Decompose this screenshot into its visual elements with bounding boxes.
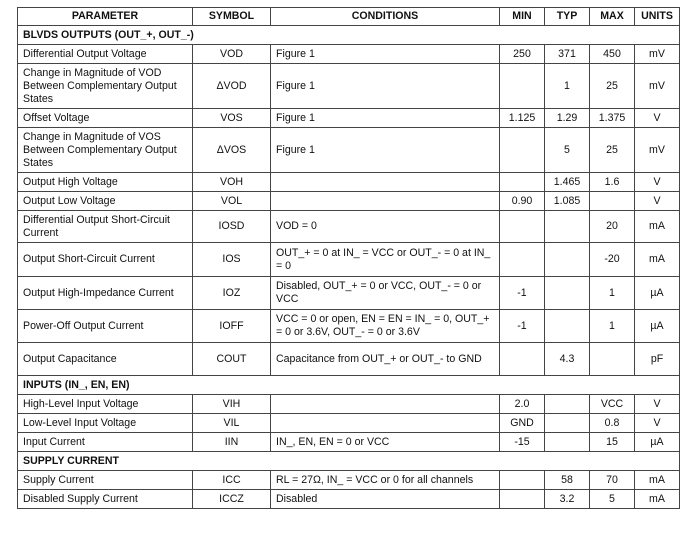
- header-typ: TYP: [545, 8, 590, 26]
- cell-max: 20: [590, 211, 635, 243]
- cell-typ: [545, 433, 590, 452]
- table-row: [18, 490, 680, 509]
- cell-max: 1.6: [590, 173, 635, 192]
- table-row: [18, 173, 680, 192]
- cell-parameter: Output Short-Circuit Current: [18, 243, 193, 277]
- cell-typ: 371: [545, 45, 590, 64]
- cell-units: µA: [635, 433, 680, 452]
- cell-typ: [545, 395, 590, 414]
- cell-symbol: VIH: [193, 395, 271, 414]
- cell-min: [500, 128, 545, 173]
- cell-typ: [545, 243, 590, 277]
- cell-conditions: [271, 414, 500, 433]
- cell-min: GND: [500, 414, 545, 433]
- cell-symbol: VOL: [193, 192, 271, 211]
- cell-conditions: VCC = 0 or open, EN = EN = IN_ = 0, OUT_+ = 0 or 3.6V, OUT_- = 0 or 3.6V: [271, 310, 500, 343]
- cell-max: 1: [590, 310, 635, 343]
- cell-units: mA: [635, 243, 680, 277]
- table-row: [18, 243, 680, 277]
- cell-conditions: [271, 395, 500, 414]
- cell-units: mV: [635, 128, 680, 173]
- cell-max: [590, 343, 635, 376]
- cell-parameter: Offset Voltage: [18, 109, 193, 128]
- cell-symbol: IOFF: [193, 310, 271, 343]
- cell-units: mV: [635, 45, 680, 64]
- header-min: MIN: [500, 8, 545, 26]
- cell-symbol: IOZ: [193, 277, 271, 310]
- cell-max: 5: [590, 490, 635, 509]
- cell-parameter: Output Capacitance: [18, 343, 193, 376]
- cell-typ: [545, 277, 590, 310]
- section-title-blvds: BLVDS OUTPUTS (OUT_+, OUT_-): [18, 26, 680, 45]
- table-row: [18, 109, 680, 128]
- cell-parameter: Supply Current: [18, 471, 193, 490]
- cell-min: [500, 173, 545, 192]
- cell-min: 1.125: [500, 109, 545, 128]
- cell-units: pF: [635, 343, 680, 376]
- cell-symbol: VOD: [193, 45, 271, 64]
- cell-typ: 1.29: [545, 109, 590, 128]
- cell-conditions: Disabled, OUT_+ = 0 or VCC, OUT_- = 0 or VCC: [271, 277, 500, 310]
- section-row-supply: [18, 452, 680, 471]
- cell-min: -15: [500, 433, 545, 452]
- cell-units: µA: [635, 310, 680, 343]
- cell-typ: [545, 310, 590, 343]
- cell-units: V: [635, 395, 680, 414]
- cell-conditions: Figure 1: [271, 109, 500, 128]
- cell-conditions: [271, 173, 500, 192]
- cell-typ: 1.465: [545, 173, 590, 192]
- cell-min: 2.0: [500, 395, 545, 414]
- cell-conditions: Figure 1: [271, 45, 500, 64]
- cell-max: -20: [590, 243, 635, 277]
- table-row: [18, 395, 680, 414]
- cell-parameter: Low-Level Input Voltage: [18, 414, 193, 433]
- cell-parameter: Input Current: [18, 433, 193, 452]
- cell-max: VCC: [590, 395, 635, 414]
- cell-conditions: OUT_+ = 0 at IN_ = VCC or OUT_- = 0 at IN_ = 0: [271, 243, 500, 277]
- table-row: [18, 310, 680, 343]
- cell-min: 250: [500, 45, 545, 64]
- cell-units: mA: [635, 471, 680, 490]
- cell-conditions: Figure 1: [271, 128, 500, 173]
- cell-conditions: VOD = 0: [271, 211, 500, 243]
- cell-symbol: ICCZ: [193, 490, 271, 509]
- header-symbol: SYMBOL: [193, 8, 271, 26]
- cell-symbol: VOH: [193, 173, 271, 192]
- cell-conditions: Disabled: [271, 490, 500, 509]
- header-max: MAX: [590, 8, 635, 26]
- cell-parameter: Disabled Supply Current: [18, 490, 193, 509]
- cell-min: [500, 343, 545, 376]
- cell-max: 1.375: [590, 109, 635, 128]
- section-row-inputs: [18, 376, 680, 395]
- cell-units: mA: [635, 211, 680, 243]
- table-row: [18, 414, 680, 433]
- cell-units: V: [635, 109, 680, 128]
- table-row: [18, 211, 680, 243]
- cell-parameter: Change in Magnitude of VOD Between Complementary Output States: [18, 64, 193, 109]
- cell-max: 15: [590, 433, 635, 452]
- cell-parameter: High-Level Input Voltage: [18, 395, 193, 414]
- cell-min: [500, 471, 545, 490]
- cell-symbol: VOS: [193, 109, 271, 128]
- cell-parameter: Differential Output Short-Circuit Current: [18, 211, 193, 243]
- cell-parameter: Power-Off Output Current: [18, 310, 193, 343]
- cell-parameter: Output Low Voltage: [18, 192, 193, 211]
- cell-units: mV: [635, 64, 680, 109]
- cell-typ: [545, 211, 590, 243]
- cell-min: [500, 211, 545, 243]
- cell-symbol: IOSD: [193, 211, 271, 243]
- section-title-inputs: INPUTS (IN_, EN, EN): [18, 376, 680, 395]
- table-row: [18, 277, 680, 310]
- cell-typ: 58: [545, 471, 590, 490]
- cell-max: [590, 192, 635, 211]
- cell-units: mA: [635, 490, 680, 509]
- cell-symbol: ΔVOS: [193, 128, 271, 173]
- cell-symbol: IOS: [193, 243, 271, 277]
- cell-conditions: IN_, EN, EN = 0 or VCC: [271, 433, 500, 452]
- cell-parameter: Output High-Impedance Current: [18, 277, 193, 310]
- table-row: [18, 64, 680, 109]
- cell-parameter: Differential Output Voltage: [18, 45, 193, 64]
- electrical-characteristics-table: [17, 7, 680, 509]
- cell-parameter: Output High Voltage: [18, 173, 193, 192]
- cell-conditions: [271, 192, 500, 211]
- table-row: [18, 45, 680, 64]
- cell-conditions: RL = 27Ω, IN_ = VCC or 0 for all channels: [271, 471, 500, 490]
- table-row: [18, 471, 680, 490]
- table-row: [18, 128, 680, 173]
- cell-conditions: Capacitance from OUT_+ or OUT_- to GND: [271, 343, 500, 376]
- cell-typ: 3.2: [545, 490, 590, 509]
- cell-symbol: ICC: [193, 471, 271, 490]
- table-row: [18, 192, 680, 211]
- cell-units: V: [635, 173, 680, 192]
- header-units: UNITS: [635, 8, 680, 26]
- cell-max: 25: [590, 64, 635, 109]
- cell-min: [500, 490, 545, 509]
- cell-units: µA: [635, 277, 680, 310]
- cell-typ: [545, 414, 590, 433]
- cell-typ: 5: [545, 128, 590, 173]
- cell-symbol: COUT: [193, 343, 271, 376]
- cell-max: 25: [590, 128, 635, 173]
- cell-typ: 4.3: [545, 343, 590, 376]
- table-row: [18, 433, 680, 452]
- cell-min: 0.90: [500, 192, 545, 211]
- cell-symbol: VIL: [193, 414, 271, 433]
- cell-symbol: IIN: [193, 433, 271, 452]
- table-row: [18, 343, 680, 376]
- cell-max: 70: [590, 471, 635, 490]
- cell-conditions: Figure 1: [271, 64, 500, 109]
- cell-units: V: [635, 414, 680, 433]
- cell-min: [500, 64, 545, 109]
- cell-symbol: ΔVOD: [193, 64, 271, 109]
- header-row: [18, 8, 680, 26]
- section-row-blvds: [18, 26, 680, 45]
- cell-max: 0.8: [590, 414, 635, 433]
- cell-typ: 1.085: [545, 192, 590, 211]
- cell-max: 1: [590, 277, 635, 310]
- header-parameter: PARAMETER: [18, 8, 193, 26]
- cell-typ: 1: [545, 64, 590, 109]
- cell-min: -1: [500, 277, 545, 310]
- cell-units: V: [635, 192, 680, 211]
- cell-max: 450: [590, 45, 635, 64]
- cell-parameter: Change in Magnitude of VOS Between Complementary Output States: [18, 128, 193, 173]
- section-title-supply: SUPPLY CURRENT: [18, 452, 680, 471]
- header-conditions: CONDITIONS: [271, 8, 500, 26]
- cell-min: -1: [500, 310, 545, 343]
- cell-min: [500, 243, 545, 277]
